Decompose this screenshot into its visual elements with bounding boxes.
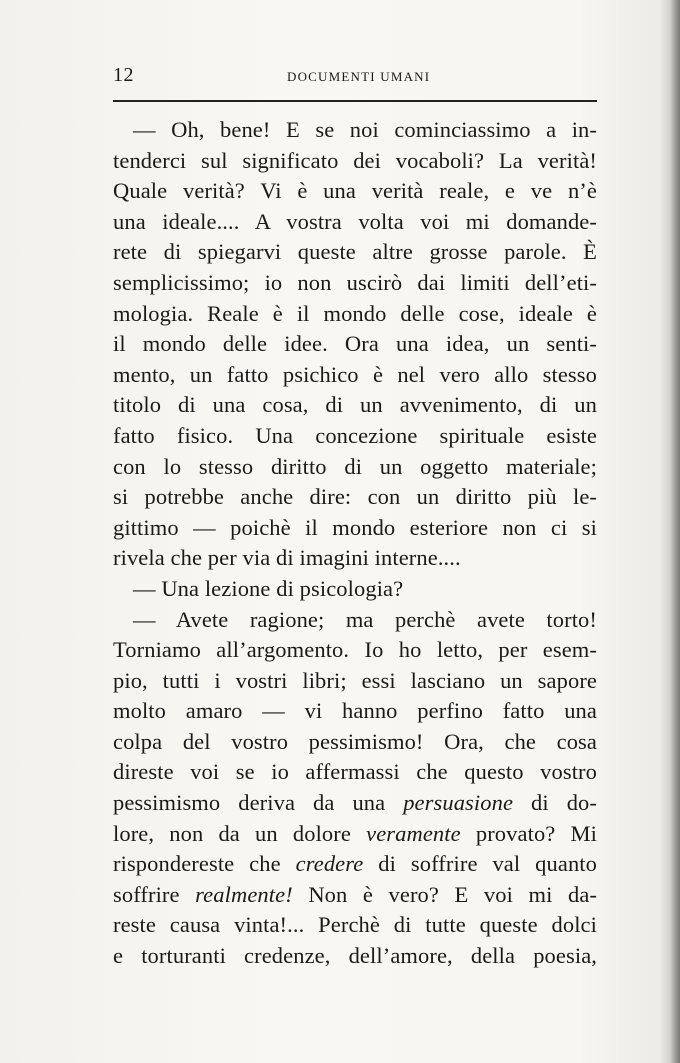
text-line: [113, 452, 597, 483]
text-segment: di do-: [513, 790, 597, 816]
header-rule: [113, 100, 597, 102]
text-line: [113, 727, 597, 758]
text-line: [113, 941, 597, 972]
italic-text: veramente: [366, 820, 461, 846]
text-line: [113, 666, 597, 697]
text-line: [113, 819, 597, 850]
text-line: [113, 574, 597, 605]
text-line: [113, 390, 597, 421]
text-segment: fatto fisico. Una concezione spirituale esiste: [113, 422, 597, 448]
text-line: [113, 115, 597, 146]
text-line: [113, 788, 597, 819]
text-segment: Quale verità? Vi è una verità reale, e ve n’è: [113, 178, 597, 204]
italic-text: persuasione: [403, 790, 514, 816]
text-segment: di soffrire val quanto: [363, 851, 597, 877]
text-segment: rivela che per via di imagini interne....: [113, 545, 461, 571]
text-segment: provato? Mi: [460, 820, 597, 846]
body-text: [113, 115, 597, 972]
text-segment: il mondo delle idee. Ora una idea, un senti-: [113, 331, 597, 357]
page-number: 12: [113, 64, 134, 86]
text-segment: rispondereste che: [113, 851, 296, 877]
italic-text: realmente!: [195, 881, 293, 907]
text-segment: gittimo — poichè il mondo esteriore non ci si: [113, 514, 597, 540]
text-line: [113, 482, 597, 513]
text-segment: soffrire: [113, 881, 196, 907]
text-line: [113, 910, 597, 941]
text-segment: semplicissimo; io non uscirò dai limiti dell’eti-: [113, 269, 597, 295]
text-segment: molto amaro — vi hanno perfino fatto una: [113, 698, 597, 724]
text-segment: — Avete ragione; ma perchè avete torto!: [133, 606, 597, 632]
text-line: [113, 176, 597, 207]
text-segment: pessimismo deriva da una: [113, 790, 404, 816]
text-line: [113, 207, 597, 238]
text-line: [113, 635, 597, 666]
text-segment: pio, tutti i vostri libri; essi lasciano un sapore: [113, 667, 597, 693]
text-line: [113, 696, 597, 727]
text-line: [113, 146, 597, 177]
text-segment: mologia. Reale è il mondo delle cose, ideale è: [113, 300, 597, 326]
text-segment: — Una lezione di psicologia?: [133, 575, 404, 601]
text-line: [113, 605, 597, 636]
text-segment: Non è vero? E voi mi da-: [292, 881, 597, 907]
text-line: [113, 299, 597, 330]
text-line: [113, 237, 597, 268]
running-title: DOCUMENTI UMANI: [287, 69, 431, 84]
text-line: [113, 329, 597, 360]
text-line: [113, 421, 597, 452]
text-line: [113, 880, 597, 911]
text-segment: si potrebbe anche dire: con un diritto più le-: [113, 484, 597, 510]
text-segment: con lo stesso diritto di un oggetto materiale;: [113, 453, 597, 479]
italic-text: credere: [295, 851, 364, 877]
text-segment: e torturanti credenze, dell’amore, della poesia,: [113, 943, 597, 969]
text-segment: direste voi se io affermassi che questo vostro: [113, 759, 597, 785]
text-segment: mento, un fatto psichico è nel vero allo stesso: [113, 361, 597, 387]
text-segment: rete di spiegarvi queste altre grosse parole. È: [113, 239, 597, 265]
text-segment: colpa del vostro pessimismo! Ora, che cosa: [113, 728, 597, 754]
text-segment: titolo di una cosa, di un avvenimento, di un: [113, 392, 597, 418]
page-header: [113, 64, 597, 92]
text-segment: — Oh, bene! E se noi cominciassimo a in-: [133, 117, 597, 142]
text-segment: tenderci sul significato dei vocaboli? La verità!: [113, 147, 597, 173]
text-line: [113, 513, 597, 544]
text-segment: reste causa vinta!... Perchè di tutte queste dolci: [113, 912, 597, 938]
text-segment: una ideale.... A vostra volta voi mi domande-: [113, 208, 597, 234]
text-line: [113, 360, 597, 391]
text-line: [113, 757, 597, 788]
text-segment: Torniamo all’argomento. Io ho letto, per esem-: [113, 637, 597, 663]
text-segment: lore, non da un dolore: [113, 820, 367, 846]
text-line: [113, 543, 597, 574]
text-line: [113, 849, 597, 880]
text-line: [113, 268, 597, 299]
page-edge-shadow: [670, 0, 680, 1063]
